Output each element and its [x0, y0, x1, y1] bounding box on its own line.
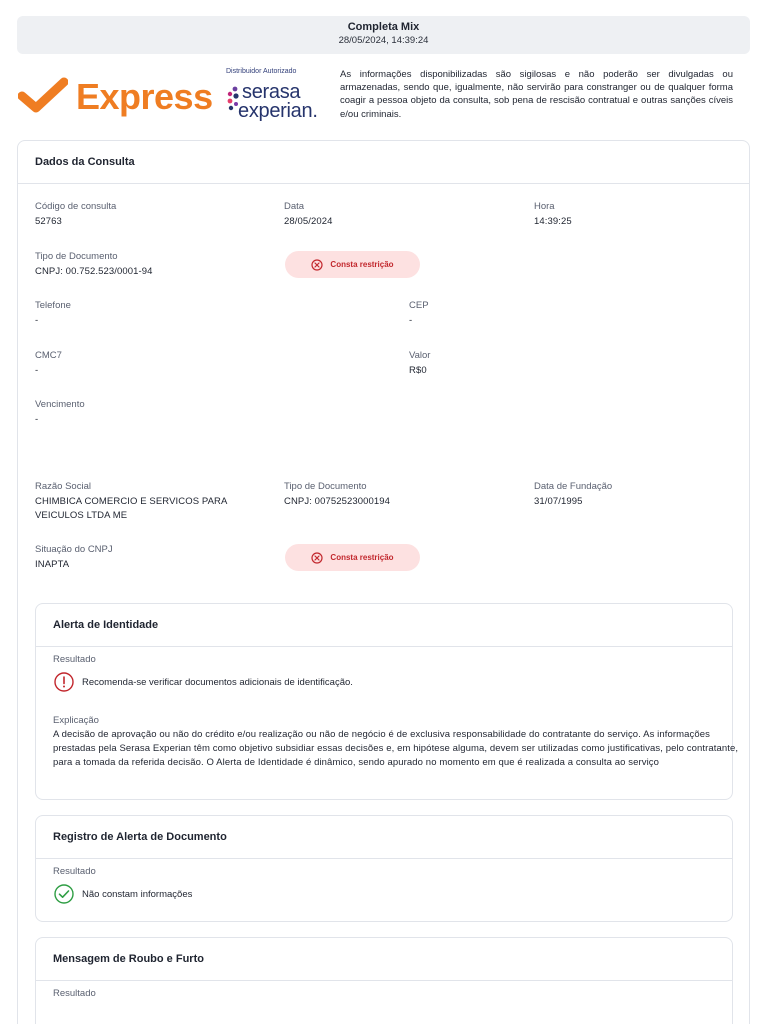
codigo-value: 52763 — [35, 216, 62, 227]
tipo-documento-field — [35, 250, 153, 279]
situacao-cnpj-label: Situação do CNPJ — [35, 544, 113, 555]
alerta-resultado-text: Recomenda-se verificar documentos adicionais de identificação. — [82, 676, 353, 688]
x-circle-icon — [311, 552, 323, 564]
registro-alerta-section — [35, 815, 733, 922]
report-title: Completa Mix — [347, 21, 420, 33]
situacao-cnpj-value: INAPTA — [35, 559, 70, 570]
tipo-documento-value: CNPJ: 00.752.523/0001-94 — [35, 266, 153, 277]
telefone-label: Telefone — [35, 300, 71, 311]
codigo-field — [35, 200, 116, 229]
data-label: Data — [284, 201, 305, 212]
valor-value: R$0 — [409, 365, 427, 376]
hora-field — [534, 200, 572, 229]
consulta-card — [17, 140, 750, 1024]
check-circle-icon — [53, 883, 75, 905]
x-circle-icon — [311, 259, 323, 271]
empresa-tipo-documento-field — [284, 480, 390, 509]
empresa-restriction-badge-label: Consta restrição — [330, 553, 394, 562]
telefone-value: - — [35, 315, 39, 326]
codigo-label: Código de consulta — [35, 201, 117, 212]
brand-area — [18, 66, 328, 126]
cmc7-field — [35, 349, 62, 378]
express-logo-text: Express — [76, 76, 213, 117]
data-value: 28/05/2024 — [284, 216, 333, 227]
restriction-badge-label: Consta restrição — [330, 260, 394, 269]
valor-label: Valor — [409, 350, 431, 361]
razao-social-line1: CHIMBICA COMERCIO E SERVICOS PARA — [35, 496, 228, 507]
explicacao-label: Explicação — [53, 715, 99, 726]
razao-social-field — [35, 480, 265, 522]
fundacao-value: 31/07/1995 — [534, 496, 583, 507]
restriction-badge — [285, 251, 420, 278]
alerta-identidade-title: Alerta de Identidade — [36, 604, 732, 647]
consulta-title: Dados da Consulta — [18, 141, 749, 184]
serasa-word: serasa — [242, 81, 301, 103]
partner-tag: Distribuidor Autorizado — [226, 68, 297, 75]
fundacao-label: Data de Fundação — [534, 481, 613, 492]
valor-field — [409, 349, 430, 378]
check-icon — [18, 76, 68, 114]
alerta-resultado — [53, 671, 353, 693]
vencimento-label: Vencimento — [35, 399, 85, 410]
registro-alerta-title: Registro de Alerta de Documento — [36, 816, 732, 859]
registro-resultado-text: Não constam informações — [82, 888, 193, 900]
situacao-cnpj-field — [35, 543, 113, 572]
confidentiality-disclaimer: As informações disponibilizadas são sigilosas e não poderão ser divulgadas ou armazenadas, sendo que, igualmente, não servirão para constranger ou de qualquer forma coagir a pessoa objeto da consulta, sob pena de rescisão contratual e outras sanções cíveis e/ou criminais. — [340, 69, 733, 120]
cep-field — [409, 299, 429, 328]
hora-value: 14:39:25 — [534, 216, 572, 227]
explicacao-text: A decisão de aprovação ou não do crédito e/ou realização ou não de negócio é de exclusiva responsabilidade do contratante do serviço. As informações prestadas pela Serasa Experian têm como objetivo subsidiar essas decisões e, em hipótese alguma, devem ser utilizadas como justificativas, pelo contratante, para a tomada da referida decisão. O Alerta de Identidade é dinâmico, sendo apurado no momento em que é realizada a consulta ao serviço — [53, 729, 739, 768]
empresa-tipo-documento-value: CNPJ: 00752523000194 — [284, 496, 391, 507]
report-header — [17, 16, 750, 54]
fundacao-field — [534, 480, 612, 509]
empresa-tipo-documento-label: Tipo de Documento — [284, 481, 367, 492]
alerta-resultado-label: Resultado — [53, 654, 96, 665]
data-field — [284, 200, 333, 229]
roubo-furto-section — [35, 937, 733, 1024]
empresa-restriction-badge — [285, 544, 420, 571]
alerta-identidade-section — [35, 603, 739, 800]
report-datetime: 28/05/2024, 14:39:24 — [338, 35, 429, 46]
tipo-documento-label: Tipo de Documento — [35, 251, 118, 262]
telefone-field — [35, 299, 71, 328]
serasa-experian-logo — [226, 82, 326, 126]
alert-circle-icon — [53, 671, 75, 693]
roubo-furto-title: Mensagem de Roubo e Furto — [36, 938, 732, 981]
cep-label: CEP — [409, 300, 429, 311]
experian-word: experian. — [238, 100, 318, 122]
cep-value: - — [409, 315, 413, 326]
cmc7-value: - — [35, 365, 39, 376]
vencimento-field — [35, 398, 85, 427]
razao-social-label: Razão Social — [35, 481, 91, 492]
hora-label: Hora — [534, 201, 555, 212]
razao-social-line2: VEICULOS LTDA ME — [35, 509, 128, 521]
registro-resultado-label: Resultado — [53, 866, 96, 877]
cmc7-label: CMC7 — [35, 350, 62, 361]
registro-resultado — [53, 883, 192, 905]
roubo-resultado-label: Resultado — [53, 988, 96, 999]
vencimento-value: - — [35, 414, 39, 425]
